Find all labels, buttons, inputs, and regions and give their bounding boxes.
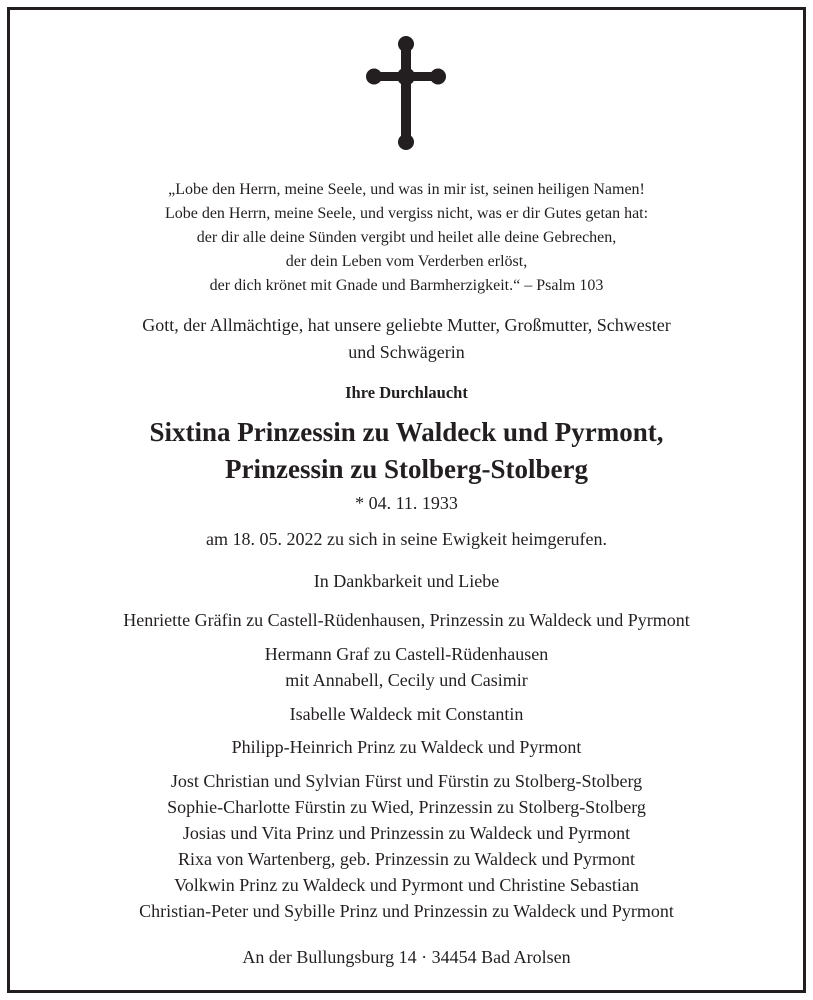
deceased-name-line-2: Prinzessin zu Stolberg-Stolberg — [225, 454, 588, 484]
mourners-intro: In Dankbarkeit und Liebe — [313, 571, 500, 591]
psalm-line: der dein Leben vom Verderben erlöst, — [285, 253, 528, 270]
announcement-line: Gott, der Allmächtige, hat unsere geliebte Mutter, Großmutter, Schwester — [142, 315, 671, 335]
birth-date: * 04. 11. 1933 — [355, 493, 458, 513]
address: An der Bullungsburg 14 · 34454 Bad Arolsen — [242, 947, 571, 967]
deceased-name-line-1: Sixtina Prinzessin zu Waldeck und Pyrmont, — [149, 417, 664, 447]
psalm-line: Lobe den Herrn, meine Seele, und vergiss nicht, was er dir Gutes getan hat: — [164, 205, 649, 222]
mourner-line: mit Annabell, Cecily und Casimir — [285, 670, 528, 690]
psalm-line: der dir alle deine Sünden vergibt und heilet alle deine Gebrechen, — [196, 229, 617, 246]
mourner-line: Volkwin Prinz zu Waldeck und Pyrmont und Christine Sebastian — [174, 875, 639, 895]
latin-cross-icon — [366, 36, 446, 150]
psalm-line: „Lobe den Herrn, meine Seele, und was in mir ist, seinen heiligen Namen! — [168, 181, 645, 198]
mourner-line: Hermann Graf zu Castell-Rüdenhausen — [264, 644, 549, 664]
mourner-line: Philipp-Heinrich Prinz zu Waldeck und Pyrmont — [231, 737, 582, 757]
mourner-line: Isabelle Waldeck mit Constantin — [289, 704, 524, 724]
death-notice: am 18. 05. 2022 zu sich in seine Ewigkeit heimgerufen. — [206, 529, 607, 549]
psalm-line: der dich krönet mit Gnade und Barmherzigkeit.“ – Psalm 103 — [209, 277, 604, 294]
honorific: Ihre Durchlaucht — [345, 383, 468, 402]
mourner-line: Jost Christian und Sylvian Fürst und Fürstin zu Stolberg-Stolberg — [170, 771, 643, 791]
mourner-line: Christian-Peter und Sybille Prinz und Prinzessin zu Waldeck und Pyrmont — [139, 901, 674, 921]
mourner-line: Rixa von Wartenberg, geb. Prinzessin zu Waldeck und Pyrmont — [177, 849, 636, 869]
mourner-line: Josias und Vita Prinz und Prinzessin zu Waldeck und Pyrmont — [182, 823, 631, 843]
announcement-line: und Schwägerin — [348, 342, 465, 362]
mourner-line: Henriette Gräfin zu Castell-Rüdenhausen, Prinzessin zu Waldeck und Pyrmont — [123, 610, 690, 630]
mourner-line: Sophie-Charlotte Fürstin zu Wied, Prinzessin zu Stolberg-Stolberg — [167, 797, 646, 817]
